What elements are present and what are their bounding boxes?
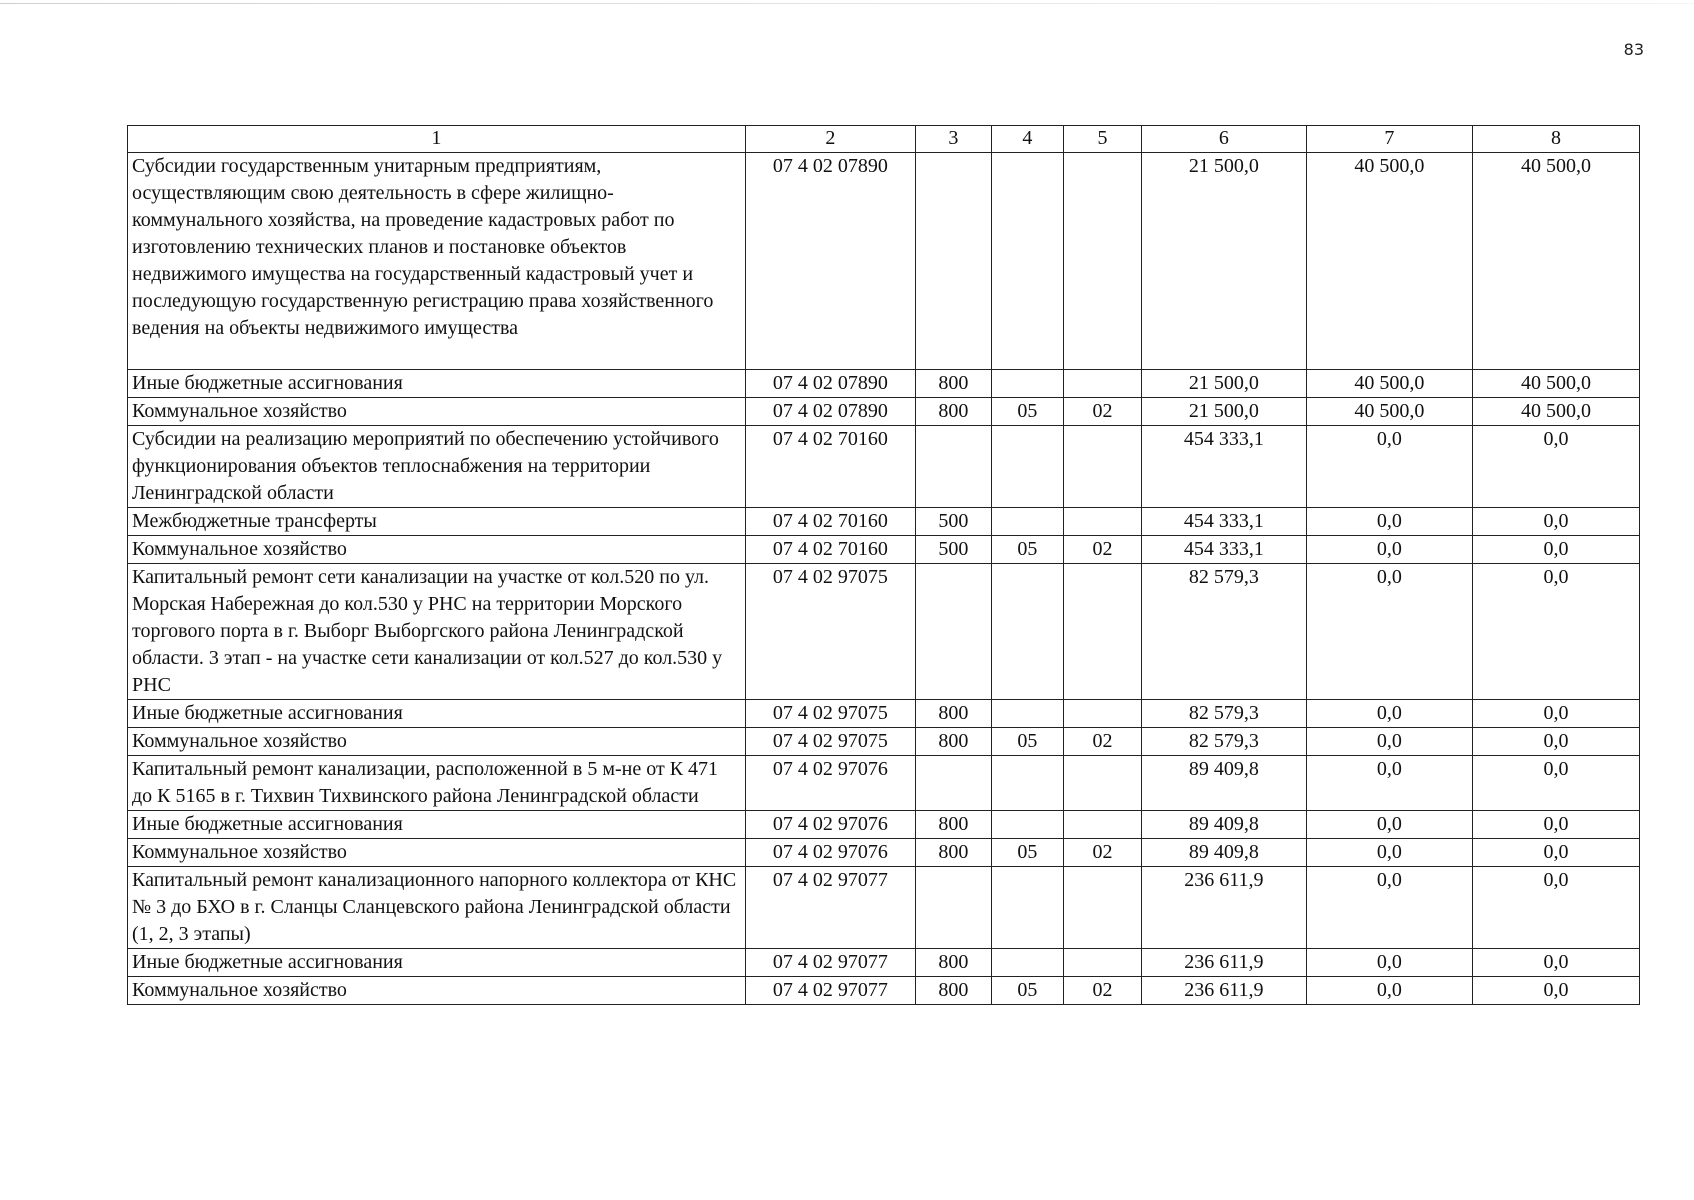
table-row (128, 867, 1640, 949)
row-amount-col6: 236 611,9 (1141, 867, 1306, 949)
row-code: 07 4 02 97077 (745, 867, 915, 949)
row-amount-col6: 21 500,0 (1141, 153, 1306, 370)
row-amount-col7: 0,0 (1306, 839, 1472, 867)
row-amount-col7: 40 500,0 (1306, 398, 1472, 426)
header-cell: 4 (991, 126, 1064, 153)
row-expense-type: 800 (916, 398, 992, 426)
row-code: 07 4 02 97075 (745, 564, 915, 700)
table-row (128, 398, 1640, 426)
row-amount-col7: 0,0 (1306, 756, 1472, 811)
row-section (991, 508, 1064, 536)
row-description: Коммунальное хозяйство (128, 536, 746, 564)
table-row (128, 811, 1640, 839)
header-cell: 1 (128, 126, 746, 153)
row-section: 05 (991, 728, 1064, 756)
row-description: Иные бюджетные ассигнования (128, 700, 746, 728)
row-section (991, 426, 1064, 508)
row-amount-col7: 0,0 (1306, 536, 1472, 564)
row-subsection: 02 (1064, 839, 1142, 867)
row-expense-type (916, 564, 992, 700)
row-amount-col7: 0,0 (1306, 867, 1472, 949)
row-amount-col6: 21 500,0 (1141, 398, 1306, 426)
row-section (991, 564, 1064, 700)
row-code: 07 4 02 07890 (745, 370, 915, 398)
table-row (128, 949, 1640, 977)
row-code: 07 4 02 97075 (745, 700, 915, 728)
row-description: Коммунальное хозяйство (128, 839, 746, 867)
row-description: Коммунальное хозяйство (128, 398, 746, 426)
row-subsection (1064, 370, 1142, 398)
row-amount-col8: 0,0 (1472, 564, 1639, 700)
row-amount-col8: 0,0 (1472, 977, 1639, 1005)
table-row (128, 370, 1640, 398)
row-amount-col7: 0,0 (1306, 977, 1472, 1005)
table-row (128, 839, 1640, 867)
row-amount-col7: 0,0 (1306, 728, 1472, 756)
row-code: 07 4 02 97077 (745, 949, 915, 977)
row-code: 07 4 02 07890 (745, 398, 915, 426)
row-amount-col7: 0,0 (1306, 700, 1472, 728)
row-amount-col8: 0,0 (1472, 536, 1639, 564)
table-row (128, 756, 1640, 811)
row-amount-col7: 0,0 (1306, 508, 1472, 536)
row-expense-type (916, 426, 992, 508)
header-cell: 2 (745, 126, 915, 153)
row-amount-col6: 454 333,1 (1141, 536, 1306, 564)
row-amount-col7: 0,0 (1306, 426, 1472, 508)
row-amount-col7: 0,0 (1306, 949, 1472, 977)
header-cell: 8 (1472, 126, 1639, 153)
row-amount-col6: 236 611,9 (1141, 949, 1306, 977)
row-section (991, 756, 1064, 811)
row-amount-col8: 40 500,0 (1472, 370, 1639, 398)
row-amount-col7: 0,0 (1306, 811, 1472, 839)
row-amount-col7: 40 500,0 (1306, 370, 1472, 398)
table-row (128, 426, 1640, 508)
row-description: Субсидии на реализацию мероприятий по обеспечению устойчивого функционирования объектов теплоснабжения на территории Ленинградской области (128, 426, 746, 508)
row-amount-col8: 0,0 (1472, 839, 1639, 867)
row-amount-col6: 454 333,1 (1141, 508, 1306, 536)
row-amount-col6: 89 409,8 (1141, 811, 1306, 839)
row-section (991, 700, 1064, 728)
header-cell: 5 (1064, 126, 1142, 153)
row-subsection: 02 (1064, 398, 1142, 426)
table-row (128, 508, 1640, 536)
table-row (128, 564, 1640, 700)
row-code: 07 4 02 97076 (745, 756, 915, 811)
row-amount-col7: 0,0 (1306, 564, 1472, 700)
row-subsection (1064, 867, 1142, 949)
row-expense-type (916, 153, 992, 370)
row-section: 05 (991, 536, 1064, 564)
header-cell: 6 (1141, 126, 1306, 153)
row-amount-col8: 0,0 (1472, 426, 1639, 508)
row-description: Иные бюджетные ассигнования (128, 370, 746, 398)
row-amount-col8: 40 500,0 (1472, 153, 1639, 370)
row-subsection: 02 (1064, 977, 1142, 1005)
page-number: 83 (1623, 40, 1644, 59)
row-subsection (1064, 564, 1142, 700)
row-subsection (1064, 811, 1142, 839)
row-amount-col7: 40 500,0 (1306, 153, 1472, 370)
header-cell: 3 (916, 126, 992, 153)
row-subsection (1064, 426, 1142, 508)
row-expense-type: 800 (916, 700, 992, 728)
budget-table (127, 125, 1640, 1005)
row-expense-type: 800 (916, 370, 992, 398)
row-amount-col6: 21 500,0 (1141, 370, 1306, 398)
row-amount-col8: 0,0 (1472, 811, 1639, 839)
row-code: 07 4 02 97075 (745, 728, 915, 756)
row-section (991, 949, 1064, 977)
row-subsection (1064, 508, 1142, 536)
row-subsection (1064, 153, 1142, 370)
row-description: Капитальный ремонт сети канализации на участке от кол.520 по ул. Морская Набережная до кол.530 у РНС на территории Морского торгового порта в г. Выборг Выборгского района Ленинградской области. 3 этап - на участке сети канализации от кол.527 до кол.530 у РНС (128, 564, 746, 700)
table-row (128, 536, 1640, 564)
row-code: 07 4 02 97077 (745, 977, 915, 1005)
row-section: 05 (991, 839, 1064, 867)
row-subsection: 02 (1064, 728, 1142, 756)
row-amount-col6: 82 579,3 (1141, 700, 1306, 728)
row-description: Межбюджетные трансферты (128, 508, 746, 536)
row-section (991, 811, 1064, 839)
table-row (128, 977, 1640, 1005)
header-row (128, 126, 1640, 153)
row-amount-col6: 89 409,8 (1141, 756, 1306, 811)
row-expense-type: 800 (916, 949, 992, 977)
row-code: 07 4 02 70160 (745, 508, 915, 536)
row-code: 07 4 02 70160 (745, 426, 915, 508)
row-amount-col8: 0,0 (1472, 949, 1639, 977)
row-amount-col6: 89 409,8 (1141, 839, 1306, 867)
row-code: 07 4 02 97076 (745, 839, 915, 867)
row-amount-col8: 0,0 (1472, 700, 1639, 728)
header-cell: 7 (1306, 126, 1472, 153)
row-subsection (1064, 756, 1142, 811)
row-code: 07 4 02 07890 (745, 153, 915, 370)
row-code: 07 4 02 70160 (745, 536, 915, 564)
row-amount-col6: 236 611,9 (1141, 977, 1306, 1005)
row-amount-col8: 0,0 (1472, 508, 1639, 536)
row-description: Капитальный ремонт канализационного напорного коллектора от КНС № 3 до БХО в г. Сланцы Сланцевского района Ленинградской области (1, 2, 3 этапы) (128, 867, 746, 949)
row-amount-col8: 0,0 (1472, 728, 1639, 756)
row-description: Капитальный ремонт канализации, расположенной в 5 м-не от К 471 до К 5165 в г. Тихвин Тихвинского района Ленинградской области (128, 756, 746, 811)
row-expense-type: 800 (916, 839, 992, 867)
row-amount-col8: 0,0 (1472, 756, 1639, 811)
table-row (128, 700, 1640, 728)
row-amount-col6: 82 579,3 (1141, 564, 1306, 700)
table-row (128, 153, 1640, 370)
row-amount-col8: 40 500,0 (1472, 398, 1639, 426)
row-expense-type: 500 (916, 508, 992, 536)
row-section: 05 (991, 977, 1064, 1005)
row-section (991, 370, 1064, 398)
row-subsection (1064, 700, 1142, 728)
row-expense-type (916, 756, 992, 811)
row-amount-col6: 82 579,3 (1141, 728, 1306, 756)
row-expense-type: 800 (916, 811, 992, 839)
row-amount-col8: 0,0 (1472, 867, 1639, 949)
row-description: Коммунальное хозяйство (128, 977, 746, 1005)
row-expense-type: 800 (916, 728, 992, 756)
row-section: 05 (991, 398, 1064, 426)
row-subsection: 02 (1064, 536, 1142, 564)
row-description: Коммунальное хозяйство (128, 728, 746, 756)
row-subsection (1064, 949, 1142, 977)
row-section (991, 867, 1064, 949)
row-section (991, 153, 1064, 370)
row-expense-type (916, 867, 992, 949)
row-expense-type: 500 (916, 536, 992, 564)
row-description: Иные бюджетные ассигнования (128, 811, 746, 839)
row-description: Иные бюджетные ассигнования (128, 949, 746, 977)
table-row (128, 728, 1640, 756)
scan-edge-line (0, 3, 1694, 4)
row-expense-type: 800 (916, 977, 992, 1005)
row-code: 07 4 02 97076 (745, 811, 915, 839)
row-description: Субсидии государственным унитарным предприятиям, осуществляющим свою деятельность в сфере жилищно-коммунального хозяйства, на проведение кадастровых работ по изготовлению технических планов и постановке объектов недвижимого имущества на государственный кадастровый учет и последующую государственную регистрацию права хозяйственного ведения на объекты недвижимого имущества (128, 153, 746, 370)
row-amount-col6: 454 333,1 (1141, 426, 1306, 508)
